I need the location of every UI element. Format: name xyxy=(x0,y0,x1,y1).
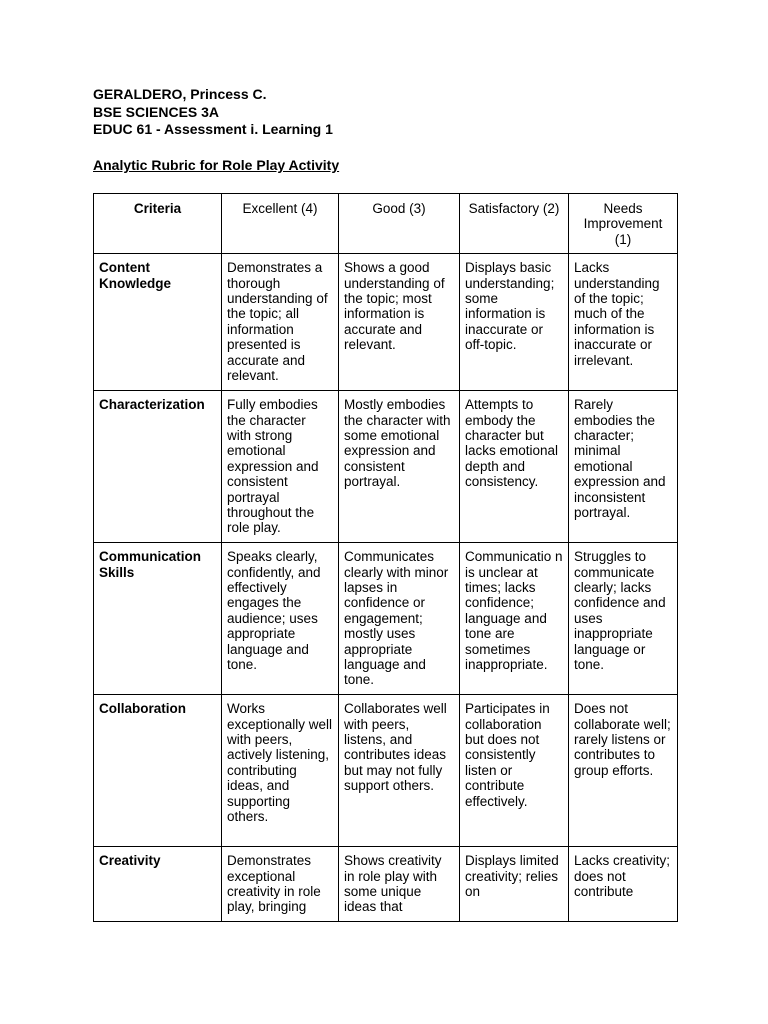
table-row xyxy=(94,254,678,391)
table-header-row xyxy=(94,194,678,254)
criterion-cell: Communication Skills xyxy=(94,543,222,695)
student-header xyxy=(93,86,333,139)
column-header-satisfactory: Satisfactory (2) xyxy=(460,194,569,254)
good-cell: Communicates clearly with minor lapses in confidence or engagement; mostly uses appropriate language and tone. xyxy=(339,543,460,695)
good-cell: Shows a good understanding of the topic; most information is accurate and relevant. xyxy=(339,254,460,391)
table-row xyxy=(94,543,678,695)
criterion-cell: Collaboration xyxy=(94,695,222,847)
satisfactory-cell: Attempts to embody the character but lacks emotional depth and consistency. xyxy=(460,391,569,543)
excellent-cell: Speaks clearly, confidently, and effectively engages the audience; uses appropriate language and tone. xyxy=(222,543,339,695)
criterion-cell: Characterization xyxy=(94,391,222,543)
satisfactory-cell: Communicatio n is unclear at times; lacks confidence; language and tone are sometimes inappropriate. xyxy=(460,543,569,695)
good-cell: Mostly embodies the character with some emotional expression and consistent portrayal. xyxy=(339,391,460,543)
student-name: GERALDERO, Princess C. xyxy=(93,86,267,102)
column-header-good: Good (3) xyxy=(339,194,460,254)
good-cell: Collaborates well with peers, listens, and contributes ideas but may not fully support others. xyxy=(339,695,460,847)
course-title: EDUC 61 - Assessment i. Learning 1 xyxy=(93,121,333,137)
column-header-needs-improvement: Needs Improvement (1) xyxy=(569,194,678,254)
table-row xyxy=(94,695,678,847)
needs-improvement-cell: Does not collaborate well; rarely listens or contributes to group efforts. xyxy=(569,695,678,847)
rubric-table xyxy=(93,193,678,922)
needs-improvement-cell: Struggles to communicate clearly; lacks confidence and uses inappropriate language or tone. xyxy=(569,543,678,695)
table-row xyxy=(94,847,678,922)
good-cell: Shows creativity in role play with some unique ideas that xyxy=(339,847,460,922)
satisfactory-cell: Displays basic understanding; some information is inaccurate or off-topic. xyxy=(460,254,569,391)
excellent-cell: Demonstrates exceptional creativity in role play, bringing xyxy=(222,847,339,922)
excellent-cell: Fully embodies the character with strong emotional expression and consistent portrayal throughout the role play. xyxy=(222,391,339,543)
excellent-cell: Demonstrates a thorough understanding of the topic; all information presented is accurate and relevant. xyxy=(222,254,339,391)
criterion-cell: Content Knowledge xyxy=(94,254,222,391)
needs-improvement-cell: Rarely embodies the character; minimal emotional expression and inconsistent portrayal. xyxy=(569,391,678,543)
satisfactory-cell: Participates in collaboration but does not consistently listen or contribute effectively. xyxy=(460,695,569,847)
student-program: BSE SCIENCES 3A xyxy=(93,103,220,120)
needs-improvement-cell: Lacks creativity; does not contribute xyxy=(569,847,678,922)
column-header-criteria: Criteria xyxy=(94,194,222,254)
table-row xyxy=(94,391,678,543)
needs-improvement-cell: Lacks understanding of the topic; much of the information is inaccurate or irrelevant. xyxy=(569,254,678,391)
rubric-title: Analytic Rubric for Role Play Activity xyxy=(93,157,340,173)
satisfactory-cell: Displays limited creativity; relies on xyxy=(460,847,569,922)
excellent-cell: Works exceptionally well with peers, actively listening, contributing ideas, and supporting others. xyxy=(222,695,339,847)
criterion-cell: Creativity xyxy=(94,847,222,922)
column-header-excellent: Excellent (4) xyxy=(222,194,339,254)
